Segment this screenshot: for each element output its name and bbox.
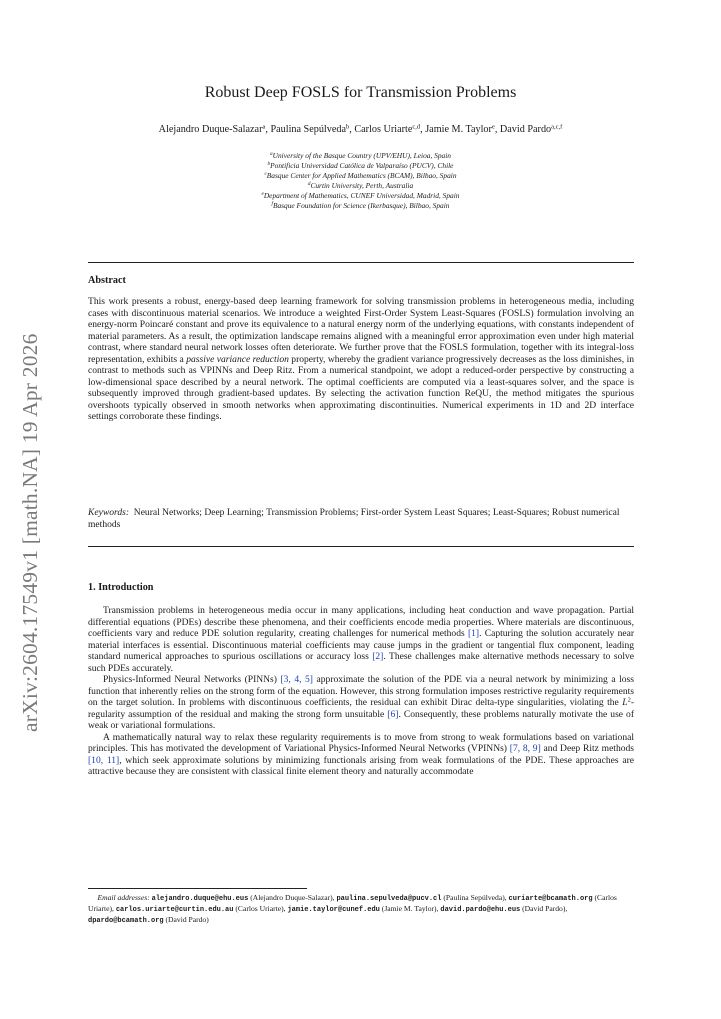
citation-link[interactable]: [10, 11] — [88, 754, 120, 766]
citation-link[interactable]: [7, 8, 9] — [509, 743, 541, 754]
affiliation-line: $^b$Pontificia Universidad Católica de Valparaíso (PUCV), Chile — [267, 161, 454, 171]
citation-link[interactable]: [6] — [387, 708, 399, 720]
abstract-top-rule — [88, 262, 634, 263]
author-affil-mark: c,d — [412, 123, 421, 131]
author-affil-mark: a — [262, 123, 266, 131]
author-name: Alejandro Duque-Salazar — [158, 124, 263, 135]
citation-link[interactable]: [3, 4, 5] — [280, 674, 313, 685]
intro-body — [88, 605, 634, 778]
email-link[interactable]: david.pardo@ehu.eus — [440, 906, 521, 915]
author-name: Paulina Sepúlveda — [270, 124, 346, 135]
author-list: Alejandro Duque-Salazar$^a$, Paulina Sepúlveda$^b$, Carlos Uriarte$^{c,d}$, Jamie M. Taylor$^e$, David Pardo$^{a,c,f}$ — [158, 123, 563, 135]
author-affil-mark: a,c,f — [551, 123, 563, 131]
author-name: Carlos Uriarte — [354, 124, 413, 135]
affiliations — [0, 151, 721, 212]
footnote-rule — [88, 888, 307, 889]
email-link[interactable]: dpardo@bcamath.org — [88, 917, 164, 926]
email-link[interactable]: paulina.sepulveda@pucv.cl — [336, 895, 442, 903]
email-link[interactable]: alejandro.duque@ehu.eus — [151, 895, 249, 903]
footnote-emails: Email addresses: alejandro.duque@ehu.eus (Alejandro Duque-Salazar), paulina.sepulveda@pucv.cl (Paulina Sepúlveda), curiarte@bcamath.org (Carlos Uriarte), carlos.uriarte@curtin.edu.au (Carlos Uriarte), jamie.taylor@cunef.edu (Jamie M. Taylor), david.pardo@ehu.eus (David Pardo), dpardo@bcamath.org (David Pardo) — [88, 893, 617, 926]
affiliation-line: $^e$Department of Mathematics, CUNEF Universidad, Madrid, Spain — [261, 191, 460, 201]
keywords-text: Neural Networks; Deep Learning; Transmission Problems; First-order System Least Squares; Least-Squares; Robust numerical methods — [88, 507, 620, 530]
affiliation-line: $^c$Basque Center for Applied Mathematics (BCAM), Bilbao, Spain — [264, 171, 457, 181]
paper-title: Robust Deep FOSLS for Transmission Problems — [204, 84, 517, 101]
math-symbol: L — [622, 697, 628, 708]
affiliation-line: $^f$Basque Foundation for Science (Ikerbasque), Bilbao, Spain — [271, 201, 450, 211]
intro-paragraph: A mathematically natural way to relax these regularity requirements is to move from strong to weak formulations based on variational principles. This has motivated the development of Variational Physics-Informed Neural Networks (VPINNs) [7, 8, 9] and Deep Ritz methods [10, 11], which seek approximate solutions by minimizing functionals arising from weak formulations of the PDE. These approaches are attractive because they are consistent with classical finite element theory and naturally accommodate — [88, 731, 634, 777]
author-name: Jamie M. Taylor — [425, 124, 492, 135]
abstract-bottom-rule — [88, 546, 634, 547]
email-link[interactable]: jamie.taylor@cunef.edu — [287, 906, 380, 915]
email-link[interactable]: curiarte@bcamath.org — [508, 895, 593, 903]
intro-paragraph: Physics-Informed Neural Networks (PINNs) [3, 4, 5] approximate the solution of the PDE via a neural network by minimizing a loss function that inherently relies on the strong form of the equation. However, this strong formulation imposes restrictive regularity requirements on the target solution. In problems with discontinuous coefficients, the residual can exhibit Dirac delta-type singularities, violating the $L^2$-regularity assumption of the residual and making the strong form unsuitable [6]. Consequently, these problems naturally motivate the use of weak or variational formulations. — [88, 674, 634, 731]
math-superscript: 2 — [627, 696, 631, 704]
abstract-emphasis: passive variance reduction — [186, 353, 289, 365]
author-affil-mark: b — [346, 123, 350, 131]
arxiv-identifier: arXiv:2604.17549v1 [math.NA] 19 Apr 2026 — [18, 333, 42, 732]
abstract-heading: Abstract — [88, 275, 126, 286]
intro-paragraph: Transmission problems in heterogeneous media occur in many applications, including heat conduction and wave propagation. Partial differential equations (PDEs) describe these phenomena, and their coefficients encode media properties. Where materials are discontinuous, coefficients vary and reduce PDE solution regularity, creating challenges for numerical methods [1]. Capturing the solution accurately near material interfaces is essential. Discontinuous material coefficients may cause jumps in the gradient or tangential flux component, leading standard numerical approaches to spurious oscillations or accuracy loss [2]. These challenges make alternative methods necessary to solve such PDEs accurately. — [88, 605, 635, 674]
section-heading-introduction: 1. Introduction — [88, 582, 154, 593]
footnote-label: Email addresses: — [97, 893, 150, 902]
keywords-label: Keywords: — [88, 507, 130, 518]
keywords — [88, 507, 634, 530]
abstract-body: This work presents a robust, energy-based deep learning framework for solving transmission problems in heterogeneous media, including cases with discontinuous material scenarios. We introduce a weighted First-Order System Least-Squares (FOSLS) formulation involving an energy-norm Poincaré constant and prove its equivalence to a natural energy norm of the underlying equations, with constants independent of material parameters. As a result, the optimization landscape remains aligned with a meaningful error approximation even under high material contrast, where standard neural network losses often deteriorate. We further prove that the FOSLS formulation, together with its integral-loss representation, exhibits a passive variance reduction property, whereby the gradient variance progressively decreases as the loss diminishes, in contrast to methods such as VPINNs and Deep Ritz. From a numerical standpoint, we adopt a reduced-order perspective by constructing a low-dimensional space described by a neural network. The optimal coefficients are computed via a least-squares solver, and the space is subsequently improved through gradient-based updates. By selecting the activation function ReQU, the method mitigates the spurious overshoots typically observed in smooth networks when approximating discontinuities. Numerical experiments in 1D and 2D interface settings corroborate these findings. — [88, 296, 635, 422]
author-affil-mark: e — [491, 123, 495, 131]
affiliation-line: $^d$Curtin University, Perth, Australia — [307, 181, 414, 191]
email-link[interactable]: carlos.uriarte@curtin.edu.au — [115, 906, 234, 915]
citation-link[interactable]: [2] — [372, 651, 384, 662]
affiliation-line: $^a$University of the Basque Country (UPV/EHU), Leioa, Spain — [270, 151, 451, 160]
author-name: David Pardo — [499, 124, 552, 135]
citation-link[interactable]: [1] — [467, 628, 480, 639]
